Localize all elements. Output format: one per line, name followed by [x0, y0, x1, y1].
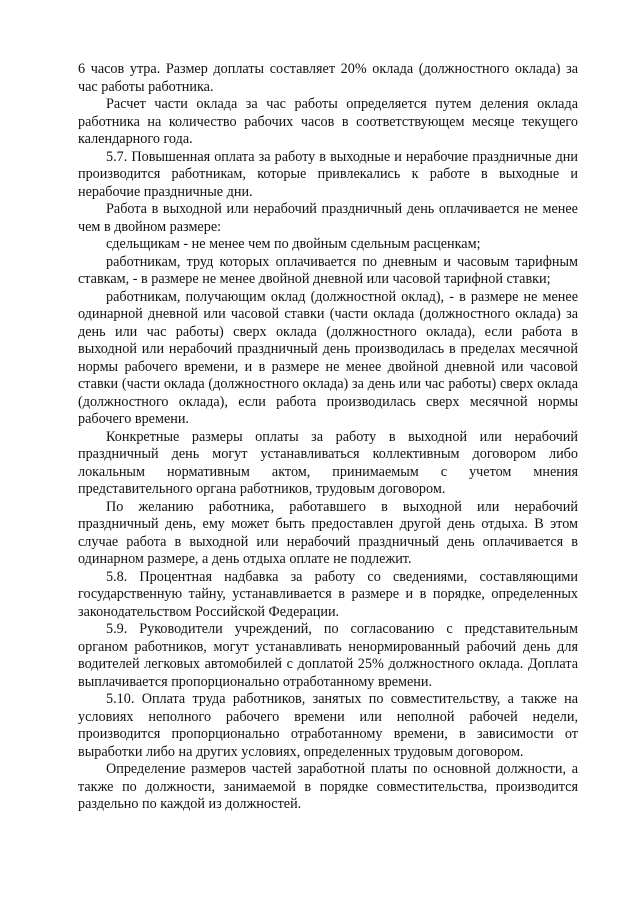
paragraph-double-pay: Работа в выходной или нерабочий праздничный день оплачивается не менее чем в двойном размере: [78, 201, 578, 235]
paragraph-day-off-option: По желанию работника, работавшего в выходной или нерабочий праздничный день, ему может быть предоставлен другой день отдыха. В этом случае работа в выходной или нерабочий праздничный день оплачивается в одинарном размере, а день отдыха оплате не подлежит. [78, 498, 578, 567]
paragraph-specific-amounts: Конкретные размеры оплаты за работу в выходной или нерабочий праздничный день могут устанавливаться коллективным договором либо локальным нормативным актом, принимаемым с учетом мнения представительного органа работников, трудовым договором. [78, 428, 578, 497]
paragraph-section-5-8: 5.8. Процентная надбавка за работу со сведениями, составляющими государственную тайну, устанавливается в размере и в порядке, определенных законодательством Российской Федерации. [78, 568, 578, 620]
list-item-salaried-workers: работникам, получающим оклад (должностной оклад), - в размере не менее одинарной дневной или часовой ставки (части оклада (должностного оклада) за день или час работы) сверх оклада (должностного оклада), если работа в выходной или нерабочий праздничный день производилась в пределах месячной нормы рабочего времени, и в размере не менее двойной дневной или часовой ставки (части оклада (должностного оклада) за день или час работы) сверх оклада (должностного оклада), если работа производилась сверх месячной нормы рабочего времени. [78, 288, 578, 427]
paragraph-section-5-9: 5.9. Руководители учреждений, по согласованию с представительным органом работников, могут устанавливать ненормированный рабочий день для водителей легковых автомобилей с доплатой 25% должностного оклада. Доплата выплачивается пропорционально отработанному времени. [78, 621, 578, 690]
paragraph-section-5-7: 5.7. Повышенная оплата за работу в выходные и нерабочие праздничные дни производится работникам, которые привлекались к работе в выходные и нерабочие праздничные дни. [78, 148, 578, 200]
paragraph-hourly-calculation: Расчет части оклада за час работы определяется путем деления оклада работника на количество рабочих часов в соответствующем месяце текущего календарного года. [78, 96, 578, 147]
paragraph-separate-calculation: Определение размеров частей заработной платы по основной должности, а также по должности, занимаемой в порядке совместительства, производится раздельно по каждой из должностей. [78, 761, 578, 812]
paragraph-section-5-10: 5.10. Оплата труда работников, занятых по совместительству, а также на условиях неполного рабочего времени или неполной рабочей недели, производится пропорционально отработанному времени, в зависимости от выработки либо на других условиях, определенных трудовым договором. [78, 691, 578, 760]
paragraph-continuation: 6 часов утра. Размер доплаты составляет 20% оклада (должностного оклада) за час работы работника. [78, 61, 578, 95]
list-item-piece-workers: сдельщикам - не менее чем по двойным сдельным расценкам; [106, 236, 481, 252]
document-page [78, 61, 578, 814]
list-item-tariff-workers: работникам, труд которых оплачивается по дневным и часовым тарифным ставкам, - в размере не менее двойной дневной или часовой тарифной ставки; [78, 253, 578, 287]
